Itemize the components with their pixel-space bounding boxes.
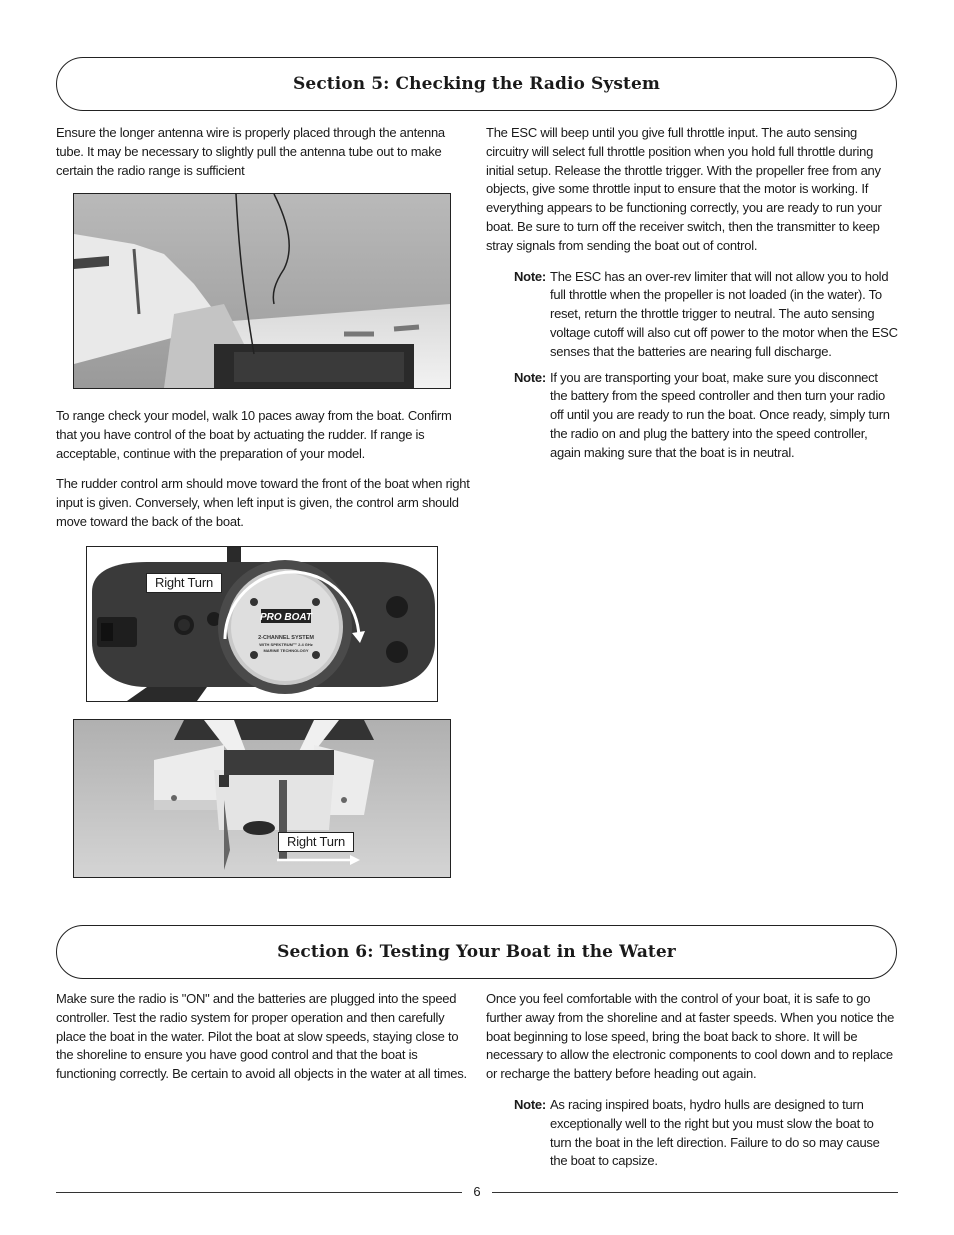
section-5-header	[56, 57, 897, 111]
transmitter-caption-1: 2-CHANNEL SYSTEM	[258, 635, 314, 641]
range-check-paragraph: To range check your model, walk 10 paces away from the boat. Confirm that you have control of the boat by actuating the rudder. If range is acceptable, continue with the preparation of your model.	[56, 408, 452, 461]
note-over-rev	[514, 268, 898, 362]
water-test-paragraph: Make sure the radio is "ON" and the batteries are plugged into the speed controller. Test the radio system for proper operation and then carefully place the boat in the water. Pilot the boat at slow speeds, staying close to the shoreline to ensure you have good control and that the boat is functioning correctly. Be certain to avoid all objects in the water at all times.	[56, 991, 467, 1082]
note-label: Note:	[514, 369, 546, 385]
transmitter-right-turn-label: Right Turn	[146, 573, 222, 593]
section-5-right	[486, 124, 898, 470]
section-5-title: Section 5: Checking the Radio System	[293, 74, 660, 94]
section-6-right	[486, 990, 898, 1178]
rudder-photo	[73, 719, 451, 878]
note-transporting	[514, 369, 898, 463]
section-6-header	[56, 925, 897, 979]
transmitter-caption-3: MARINE TECHNOLOGY	[263, 648, 309, 653]
note-label: Note:	[514, 268, 546, 284]
antenna-paragraph: Ensure the longer antenna wire is properly placed through the antenna tube. It may be necessary to slightly pull the antenna tube out to make certain the radio range is sufficient	[56, 125, 445, 178]
antenna-photo	[73, 193, 451, 389]
note-text: If you are transporting your boat, make sure you disconnect the battery from the speed controller and then turn your radio off until you are ready to run the boat. Once ready, simply turn the radio on and plug the battery into the speed controller, again making sure that the boat is in neutral.	[550, 369, 890, 460]
note-hydro-hulls	[514, 1096, 898, 1171]
footer-rule-right	[492, 1192, 898, 1193]
transmitter-photo	[86, 546, 438, 702]
transmitter-caption-2: WITH SPEKTRUM™ 2.4 GHz	[259, 642, 313, 647]
note-label: Note:	[514, 1096, 546, 1112]
section-6-left	[56, 990, 470, 1096]
transmitter-illustration	[87, 547, 437, 701]
page-number: 6	[473, 1184, 481, 1199]
esc-paragraph: The ESC will beep until you give full throttle input. The auto sensing circuitry will select full throttle position when you hold full throttle during initial setup. Release the throttle trigger. With the propeller free from any objects, give some throttle input to ensure that the motor is working. If everything appears to be functioning correctly, you are ready to run your boat. Be sure to turn off the receiver switch, then the transmitter to keep stray signals from sending the boat out of control.	[486, 125, 882, 253]
transmitter-logo: PRO BOAT	[259, 612, 313, 623]
rudder-illustration	[74, 720, 450, 877]
antenna-photo-illustration	[74, 194, 450, 388]
note-text: As racing inspired boats, hydro hulls are designed to turn exceptionally well to the right but you must slow the boat to turn the boat in the left direction. Failure to do so may cause the boat to capsize.	[550, 1096, 880, 1169]
note-text: The ESC has an over-rev limiter that will not allow you to hold full throttle when the propeller is not loaded (in the water). To reset, return the throttle trigger to neutral. The auto sensing voltage cutoff will also cut off power to the motor when the ESC senses that the batteries are nearing full discharge.	[550, 268, 898, 359]
section-5-left-middle	[56, 407, 470, 544]
section-5-left-top	[56, 124, 470, 192]
comfortable-paragraph: Once you feel comfortable with the control of your boat, it is safe to go further away from the shoreline and at faster speeds. When you notice the boat beginning to lose speed, bring the boat back to shore. It will be necessary to allow the electronic components to cool down and to replace or recharge the battery before heading out again.	[486, 991, 895, 1082]
rudder-right-turn-label: Right Turn	[278, 832, 354, 852]
footer-rule-left	[56, 1192, 462, 1193]
rudder-paragraph: The rudder control arm should move toward the front of the boat when right input is given. Conversely, when left input is given, the control arm should move toward the back of the boat.	[56, 476, 470, 529]
section-6-title: Section 6: Testing Your Boat in the Water	[277, 942, 676, 962]
